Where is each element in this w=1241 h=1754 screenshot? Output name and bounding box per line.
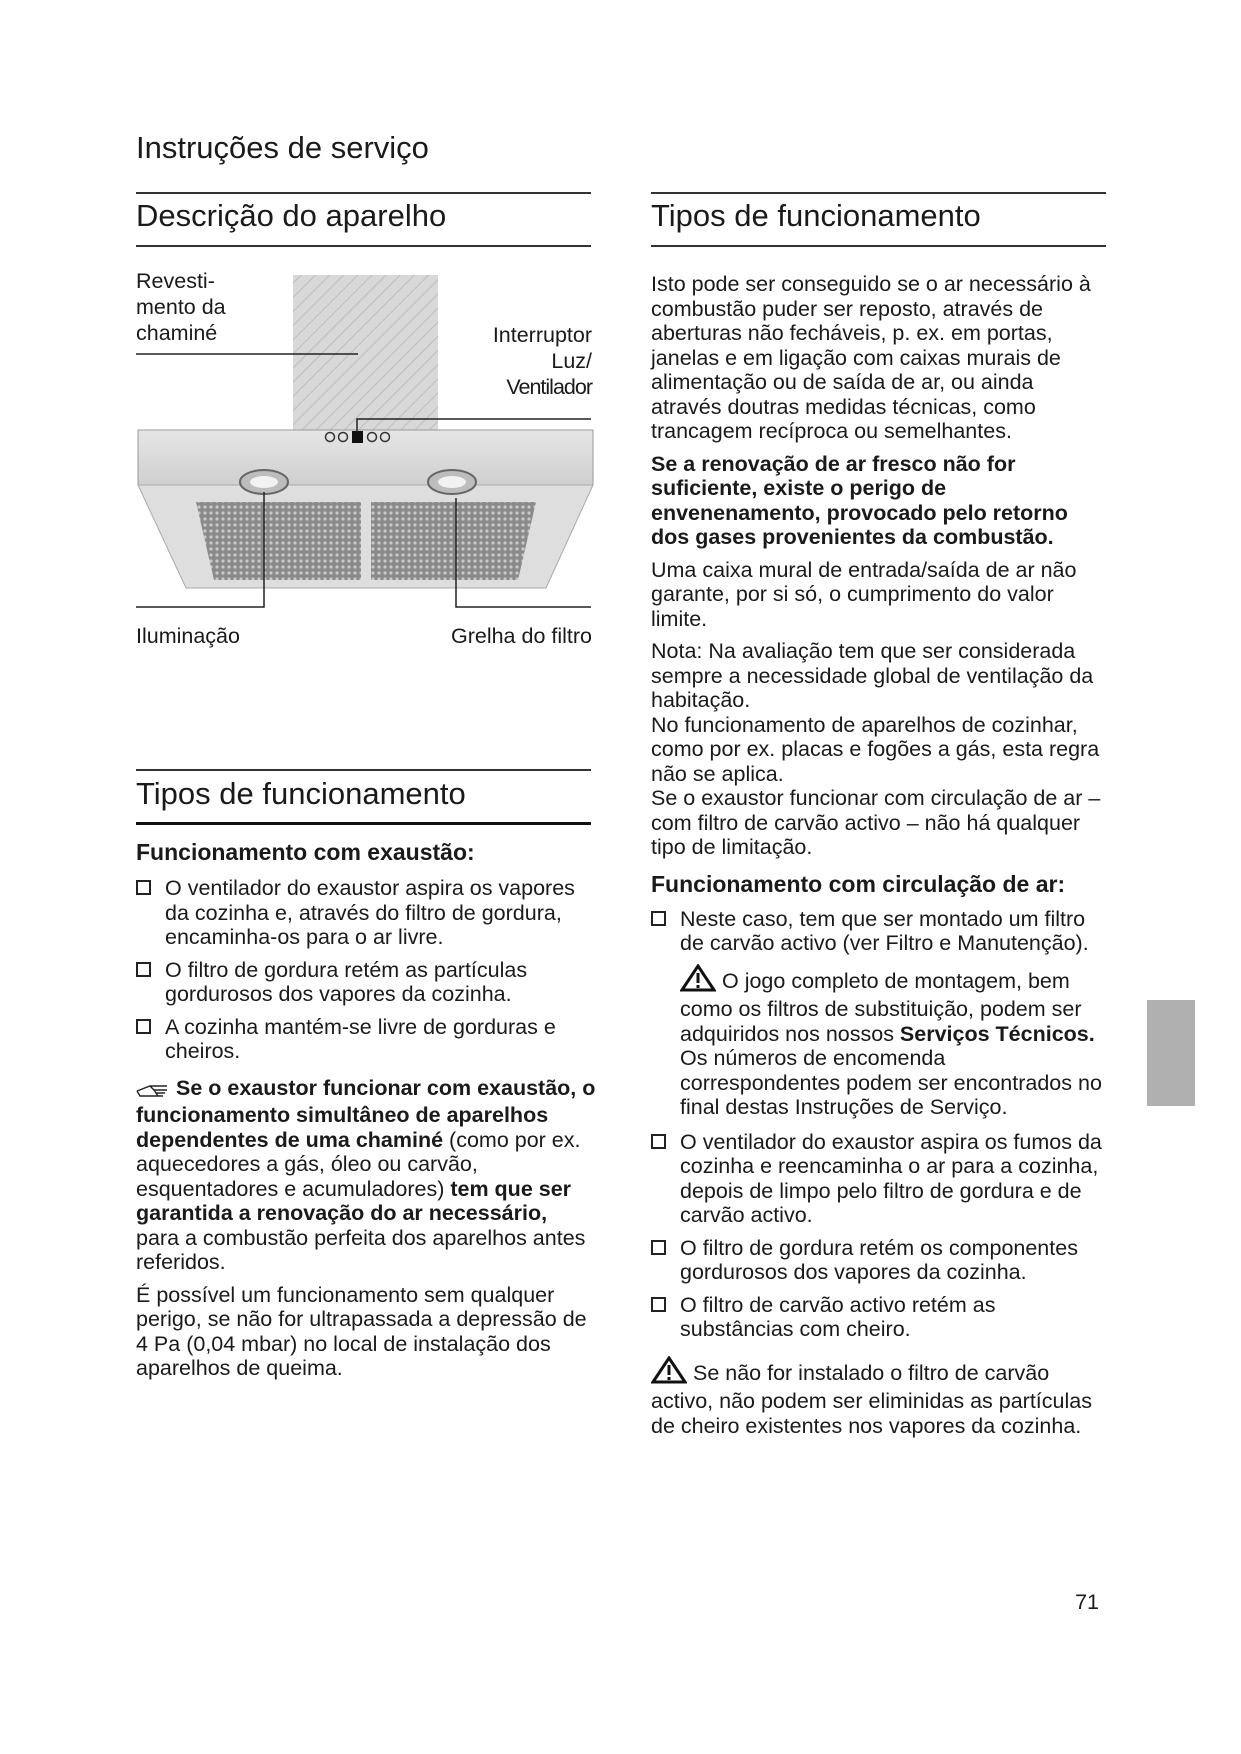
- label-switch: Interruptor Luz/ Ventilador: [492, 323, 592, 399]
- danger-paragraph: Se a renovação de ar fresco não for suficiente, existe o perigo de envenenamento, provocado pelo retorno dos gases provenientes da combustão.: [651, 451, 1068, 549]
- label-filter-grille: Grelha do filtro: [450, 624, 592, 648]
- list-item: O filtro de gordura retém os componentes gordurosos dos vapores da cozinha.: [651, 1236, 1109, 1285]
- page-title: Instruções de serviço: [136, 130, 429, 165]
- paragraph: Isto pode ser conseguido se o ar necessário à combustão puder ser reposto, através de aberturas não fecháveis, p. ex. em portas, janelas e em ligação com caixas murais de alimentação ou de saída de ar, ou ainda através doutras medidas técnicas, como trancagem recíproca ou semelhantes.: [651, 272, 1091, 443]
- list-item: Neste caso, tem que ser montado um filtro de carvão activo (ver Filtro e Manutenção).: [651, 907, 1109, 956]
- divider: [651, 245, 1106, 247]
- paragraph: No funcionamento de aparelhos de cozinhar, como por ex. placas e fogões a gás, esta regra não se aplica.: [651, 712, 1100, 786]
- checkbox-bullet-icon: [136, 880, 151, 895]
- subheading-recirculation: Funcionamento com circulação de ar:: [651, 870, 1066, 897]
- list-item: O ventilador do exaustor aspira os fumos da cozinha e reencaminha o ar para a cozinha, depois de limpo pelo filtro de gordura e de carvão activo.: [651, 1130, 1109, 1228]
- divider: [136, 822, 591, 825]
- list-item: O filtro de carvão activo retém as substâncias com cheiro.: [651, 1293, 1109, 1342]
- note-paragraph: Nota: Na avaliação tem que ser considerada sempre a necessidade global de ventilação da habitação.: [651, 639, 1094, 712]
- list-item: O filtro de gordura retém as partículas gordurosos dos vapores da cozinha.: [136, 958, 596, 1007]
- divider: [651, 192, 1106, 194]
- checkbox-bullet-icon: [136, 962, 151, 977]
- checkbox-bullet-icon: [651, 1240, 666, 1255]
- paragraph: Uma caixa mural de entrada/saída de ar não garante, por si só, o cumprimento do valor limite.: [651, 557, 1077, 631]
- divider: [136, 192, 591, 194]
- warning-icon: [651, 1356, 687, 1390]
- note-block: O jogo completo de montagem, bem como os filtros de substituição, podem ser adquiridos nos nossos Serviços Técnicos. Os números de encomenda correspondentes podem ser encontrados no final destas Instruções de Serviço.: [651, 964, 1109, 1120]
- final-paragraph: É possível um funcionamento sem qualquer perigo, se não for ultrapassada a depressão de 4 Pa (0,04 mbar) no local de instalação dos aparelhos de queima.: [136, 1282, 587, 1380]
- section-title-operation: Tipos de funcionamento: [136, 776, 466, 811]
- list-item: A cozinha mantém-se livre de gorduras e cheiros.: [136, 1015, 596, 1064]
- pointing-hand-icon: [136, 1079, 170, 1104]
- section-title-description: Descrição do aparelho: [136, 198, 447, 233]
- chapter-tab-marker: [1147, 1000, 1195, 1106]
- label-chimney-cover: Revesti- mento da chaminé: [136, 269, 226, 345]
- label-lighting: Iluminação: [136, 624, 240, 648]
- divider: [136, 769, 591, 771]
- divider: [136, 245, 591, 247]
- list-item: O ventilador do exaustor aspira os vapores da cozinha e, através do filtro de gordura, encaminha-os para o ar livre.: [136, 876, 596, 950]
- page-number: 71: [1075, 1590, 1099, 1614]
- warning-icon: [680, 964, 716, 998]
- right-column-text: [651, 272, 1109, 1446]
- final-warning: Se não for instalado o filtro de carvão activo, não podem ser eliminidas as partículas de cheiro existentes nos vapores da cozinha.: [651, 1356, 1109, 1439]
- checkbox-bullet-icon: [136, 1019, 151, 1034]
- left-column-text: [136, 839, 596, 1389]
- checkbox-bullet-icon: [651, 1297, 666, 1312]
- checkbox-bullet-icon: [651, 911, 666, 926]
- paragraph: Se o exaustor funcionar com circulação de ar – com filtro de carvão activo – não há qualquer tipo de limitação.: [651, 786, 1101, 859]
- section-title-operation-right: Tipos de funcionamento: [651, 198, 981, 233]
- subheading-exhaust: Funcionamento com exaustão:: [136, 839, 475, 865]
- exhaust-warning: Se o exaustor funcionar com exaustão, o funcionamento simultâneo de aparelhos dependentes de uma chaminé (como por ex. aquecedores a gás, óleo ou carvão, esquentadores e acumuladores) tem que ser garantida a renovação do ar necessário, para a combustão perfeita dos aparelhos antes referidos.: [136, 1075, 596, 1274]
- checkbox-bullet-icon: [651, 1134, 666, 1149]
